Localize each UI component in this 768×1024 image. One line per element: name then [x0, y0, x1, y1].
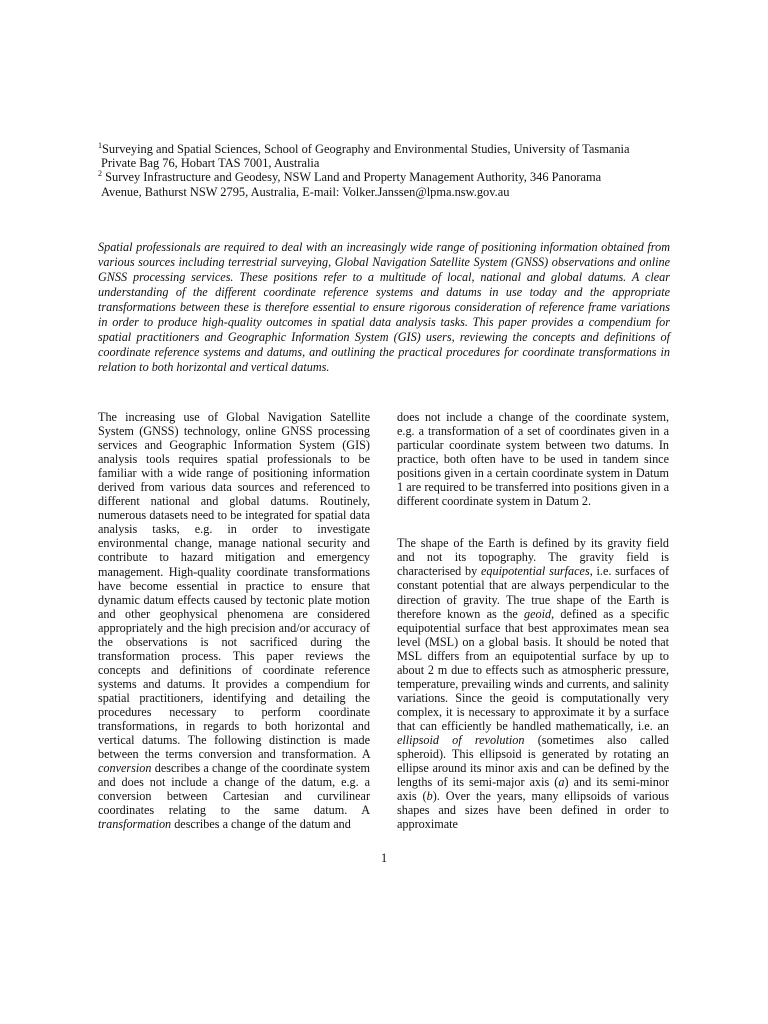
earth-shape-text-4: (sometimes also called spheroid). This ellipsoid is generated by rotating an ellipse around its minor axis and can be defined by the lengths of its semi-major axis (: [397, 732, 669, 790]
term-semi-minor-axis: b: [426, 789, 433, 804]
affiliation-2-line-2: Avenue, Bathurst NSW 2795, Australia, E-mail: Volker.Janssen@lpma.nsw.gov.au: [101, 184, 510, 199]
term-equipotential-surfaces: equipotential surfaces: [481, 564, 590, 579]
left-column: [98, 410, 370, 831]
affiliation-1-marker: 1: [98, 141, 102, 150]
affiliation-2-line-1: [98, 170, 678, 184]
affiliation-1-text: Surveying and Spatial Sciences, School of Geography and Environmental Studies, University of Tasmania: [102, 142, 630, 156]
introduction-text-3: describes a change of the datum and: [171, 817, 351, 832]
term-ellipsoid-of-revolution: ellipsoid of revolution: [397, 732, 525, 747]
page-number: 1: [380, 851, 388, 865]
continuation-paragraph: does not include a change of the coordinate system, e.g. a transformation of a set of coordinates given in a particular coordinate system between two datums. In practice, both often have to be used in tandem since positions given in a certain coordinate system in Datum 1 are required to be transferred into positions given in a different coordinate system in Datum 2.: [397, 410, 669, 509]
right-column: [397, 410, 669, 831]
earth-shape-text-2: , i.e. surfaces of constant potential that are always perpendicular to the direction of gravity. The true shape of the Earth is therefore known as the: [397, 564, 670, 621]
earth-shape-text-6: ). Over the years, many ellipsoids of various shapes and sizes have been defined in order to approximate: [397, 789, 669, 832]
term-geoid: geoid: [524, 606, 552, 621]
introduction-text: The increasing use of Global Navigation Satellite System (GNSS) technology, online GNSS processing services and Geographic Information System (GIS) analysis tools requires spatial professionals to be familiar with a wide range of positioning information derived from various data sources and referenced to different national and global datums. Routinely, numerous datasets need to be integrated for spatial data analysis tasks, e.g. in order to investigate environmental change, manage national security and contribute to hazard mitigation and emergency management. High-quality coordinate transformations have become essential in practice to ensure that dynamic datum effects caused by tectonic plate motion and other geophysical phenomena are considered appropriately and the high precision and/or accuracy of the observations is not sacrificed during the transformation process. This paper reviews the concepts and definitions of coordinate reference systems and datums. It provides a compendium for spatial practitioners, identifying and detailing the procedures necessary to perform coordinate transformations, in regards to both horizontal and vertical datums. The following distinction is made between the terms conversion and transformation. A: [98, 410, 370, 762]
term-semi-major-axis: a: [558, 775, 565, 790]
affiliation-1-line-1: [98, 142, 678, 156]
abstract: Spatial professionals are required to deal with an increasingly wide range of positioning information obtained from various sources including terrestrial surveying, Global Navigation Satellite System (GNSS) observations and online GNSS processing services. These positions refer to a multitude of local, national and global datums. A clear understanding of the different coordinate reference systems and datums in use today and the appropriate transformations between these is therefore essential to ensure rigorous consideration of reference frame variations in order to produce high-quality outcomes in spatial data analysis tasks. This paper provides a compendium for spatial practitioners and Geographic Information System (GIS) users, reviewing the concepts and definitions of coordinate reference systems and datums, and outlining the practical procedures for coordinate transformations in relation to both horizontal and vertical datums.: [98, 240, 670, 375]
term-transformation: transformation: [98, 817, 172, 832]
affiliation-2-text: Survey Infrastructure and Geodesy, NSW Land and Property Management Authority, 346 Panorama: [105, 170, 602, 185]
earth-shape-paragraph: [397, 536, 669, 831]
introduction-text-2: describes a change of the coordinate system and does not include a change of the datum, e.g. a conversion between Cartesian and curvilinear coordinates relating to the same datum. A: [98, 761, 370, 818]
affiliation-2-marker: 2: [98, 169, 102, 179]
earth-shape-text-5: ) and its semi-minor axis (: [397, 775, 670, 804]
term-conversion: conversion: [98, 761, 152, 776]
introduction-paragraph: [98, 410, 370, 831]
earth-shape-text-3: , defined as a specific equipotential surface that best approximates mean sea level (MSL) on a global basis. It should be noted that MSL differs from an equipotential surface by up to about 2 m due to effects such as atmospheric pressure, temperature, prevailing winds and currents, and salinity variations. Since the geoid is computationally very complex, it is necessary to approximate it by a surface that can efficiently be handled mathematically, i.e. an: [397, 606, 669, 733]
author-affiliations: [98, 142, 678, 199]
earth-shape-text-1: The shape of the Earth is defined by its gravity field and not its topography. The gravity field is characterised by: [397, 536, 669, 579]
affiliation-1-line-2: Private Bag 76, Hobart TAS 7001, Australia: [101, 156, 320, 171]
